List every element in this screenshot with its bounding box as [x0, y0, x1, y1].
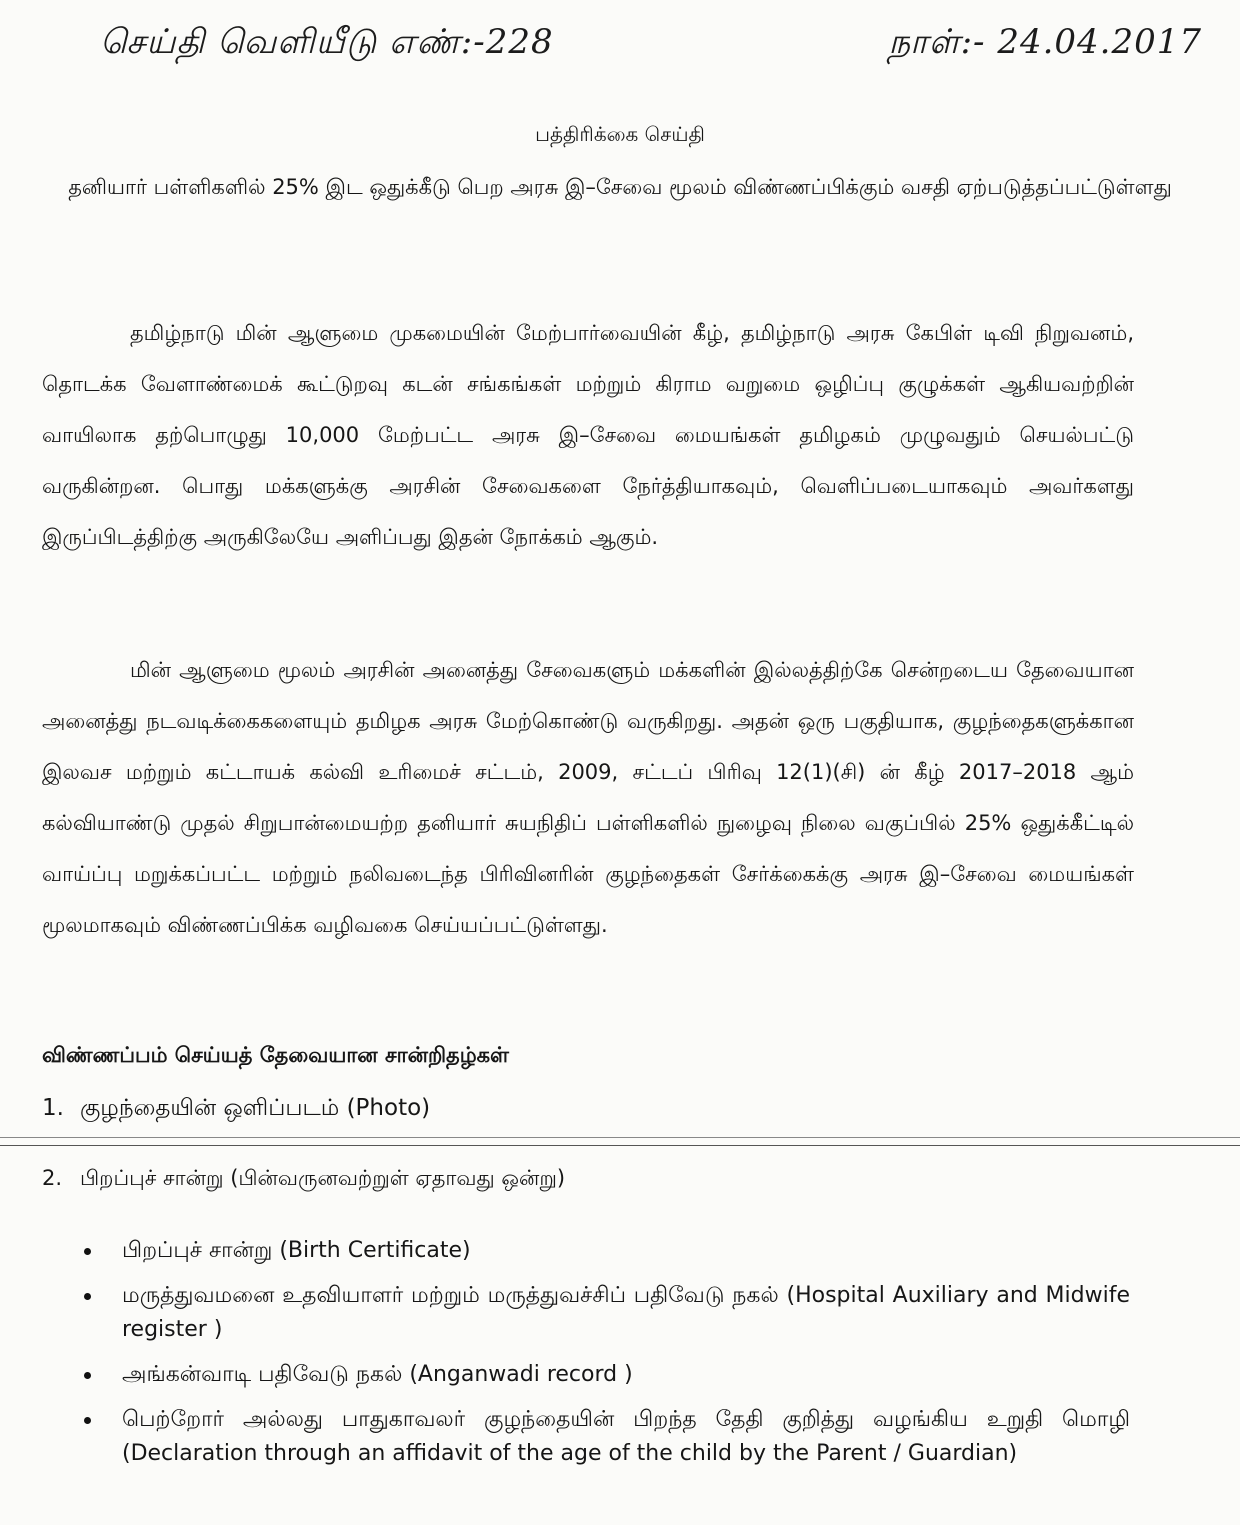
paragraph-2-text: மின் ஆளுமை மூலம் அரசின் அனைத்து சேவைகளும் மக்களின் இல்லத்திற்கே சென்றடைய தேவையான அனைத்து நடவடிக்கைகளையும் தமிழக அரசு மேற்கொண்டு வருகிறது. அதன் ஒரு பகுதியாக, குழந்தைகளுக்கான இலவச மற்றும் கட்டாயக் கல்வி உரிமைச் சட்டம், 2009, சட்டப் பிரிவு 12(1)(சி) ன் கீழ் 2017–2018 ஆம் கல்வியாண்டு முதல் சிறுபான்மையற்ற தனியார் சுயநிதிப் பள்ளிகளில் நுழைவு நிலை வகுப்பில் 25% ஒதுக்கீட்டில் வாய்ப்பு மறுக்கப்பட்ட மற்றும் நலிவடைந்த பிரிவினரின் குழந்தைகள் சேர்க்கைக்கு அரசு இ–சேவை மையங்கள் மூலமாகவும் விண்ணப்பிக்க வழிவகை செய்யப்பட்டுள்ளது.: [42, 658, 1134, 937]
bullet-text: அங்கன்வாடி பதிவேடு நகல் (Anganwadi record ): [122, 1362, 633, 1387]
paragraph-1: [42, 308, 1134, 563]
list-item: [42, 1166, 565, 1193]
bullet-icon: [84, 1248, 91, 1255]
page-divider: [0, 1145, 1240, 1146]
item-number: 1.: [42, 1095, 64, 1121]
bullet-item: [80, 1234, 1130, 1268]
scan-divider: [0, 1137, 1240, 1138]
release-number: செய்தி வெளியீடு எண்:-228: [100, 22, 554, 62]
document-type: பத்திரிக்கை செய்தி: [535, 122, 705, 146]
bullet-text: பிறப்புச் சான்று (Birth Certificate): [122, 1238, 471, 1263]
paragraph-2: [42, 645, 1134, 951]
item-text: குழந்தையின் ஒளிப்படம் (Photo): [80, 1095, 431, 1121]
headline: தனியார் பள்ளிகளில் 25% இட ஒதுக்கீடு பெற அரசு இ–சேவை மூலம் விண்ணப்பிக்கும் வசதி ஏற்படுத்தப்பட்டுள்ளது: [68, 175, 1172, 199]
bullet-icon: [84, 1293, 91, 1300]
bullet-item: [80, 1358, 1130, 1392]
required-documents-heading: விண்ணப்பம் செய்யத் தேவையான சான்றிதழ்கள்: [42, 1043, 509, 1067]
paragraph-1-text: தமிழ்நாடு மின் ஆளுமை முகமையின் மேற்பார்வையின் கீழ், தமிழ்நாடு அரசு கேபிள் டிவி நிறுவனம், தொடக்க வேளாண்மைக் கூட்டுறவு கடன் சங்கங்கள் மற்றும் கிராம வறுமை ஒழிப்பு குழுக்கள் ஆகியவற்றின் வாயிலாக தற்பொழுது 10,000 மேற்பட்ட அரசு இ–சேவை மையங்கள் தமிழகம் முழுவதும் செயல்பட்டு வருகின்றன. பொது மக்களுக்கு அரசின் சேவைகளை நேர்த்தியாகவும், வெளிப்படையாகவும் அவர்களது இருப்பிடத்திற்கு அருகிலேயே அளிப்பது இதன் நோக்கம் ஆகும்.: [42, 321, 1134, 549]
bullet-text: மருத்துவமனை உதவியாளர் மற்றும் மருத்துவச்சிப் பதிவேடு நகல் (Hospital Auxiliary and Midwife register ): [122, 1283, 1130, 1342]
bullet-icon: [84, 1372, 91, 1379]
item-number: 2.: [42, 1166, 63, 1190]
item-text: பிறப்புச் சான்று (பின்வருனவற்றுள் ஏதாவது ஒன்று): [80, 1166, 566, 1190]
release-date: நாள்:- 24.04.2017: [888, 22, 1202, 62]
bullet-icon: [84, 1417, 91, 1424]
bullet-item: [80, 1279, 1130, 1347]
birth-proof-options: [80, 1234, 1130, 1482]
bullet-text: பெற்றோர் அல்லது பாதுகாவலர் குழந்தையின் பிறந்த தேதி குறித்து வழங்கிய உறுதி மொழி (Declaration through an affidavit of the age of the child by the Parent / Guardian): [122, 1407, 1130, 1466]
list-item: [42, 1095, 430, 1124]
bullet-item: [80, 1403, 1130, 1471]
